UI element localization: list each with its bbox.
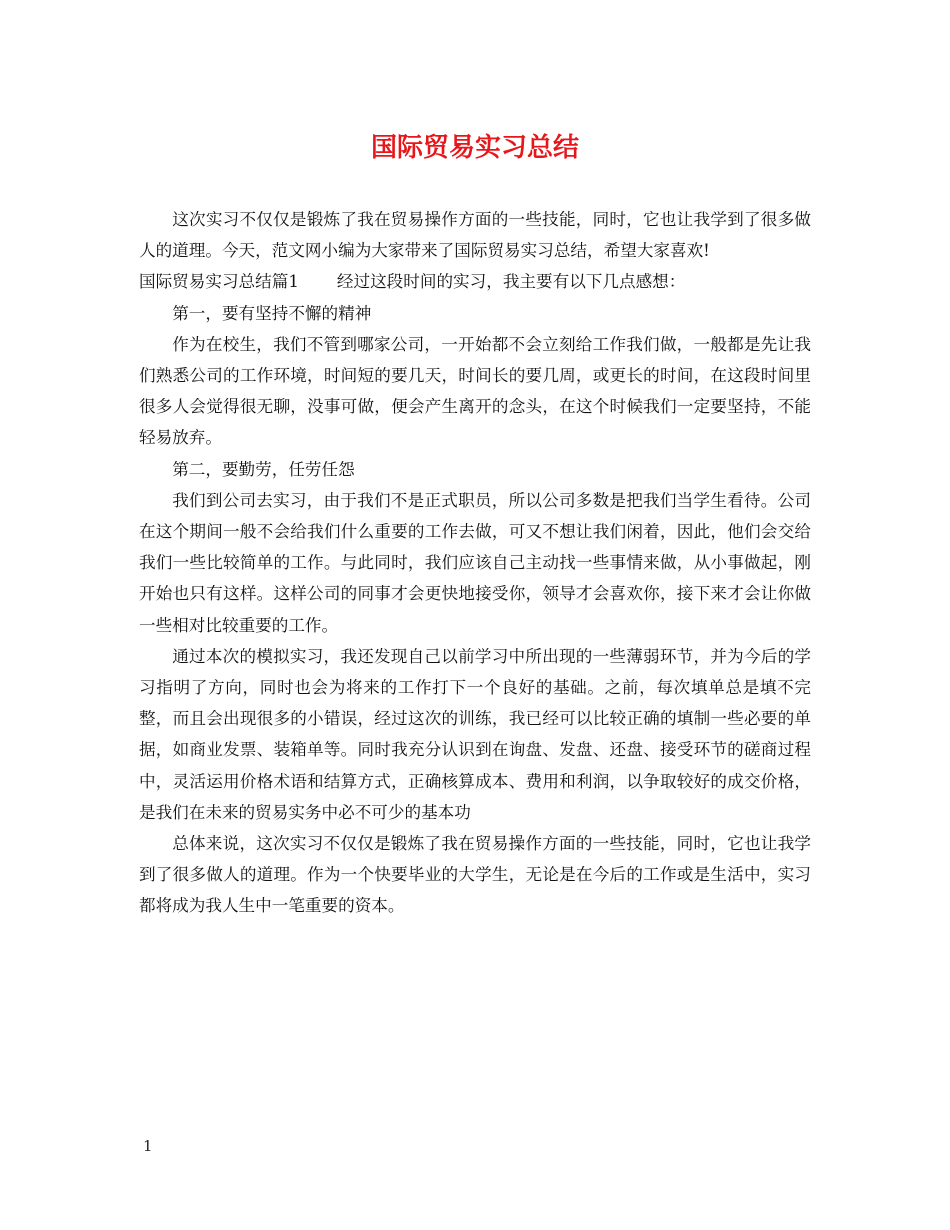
section-lead: 经过这段时间的实习，我主要有以下几点感想： <box>336 272 686 292</box>
point1-heading: 第一，要有坚持不懈的精神 <box>172 303 372 323</box>
section-heading-line <box>139 266 811 297</box>
section-heading: 国际贸易实习总结篇1 <box>139 272 299 292</box>
intro-paragraph: 这次实习不仅仅是锻炼了我在贸易操作方面的一些技能，同时，它也让我学到了很多做人的道理。今天，范文网小编为大家带来了国际贸易实习总结，希望大家喜欢! <box>139 210 811 261</box>
point2-heading: 第二，要勤劳，任劳任怨 <box>172 459 355 479</box>
conclusion-paragraph: 总体来说，这次实习不仅仅是锻炼了我在贸易操作方面的一些技能，同时，它也让我学到了很多做人的道理。作为一个快要毕业的大学生，无论是在今后的工作或是生活中，实习都将成为我人生中一笔重要的资本。 <box>139 834 811 916</box>
point2-body: 我们到公司去实习，由于我们不是正式职员，所以公司多数是把我们当学生看待。公司在这个期间一般不会给我们什么重要的工作去做，可又不想让我们闲着，因此，他们会交给我们一些比较简单的工作。与此同时，我们应该自己主动找一些事情来做，从小事做起，刚开始也只有这样。这样公司的同事才会更快地接受你，领导才会喜欢你，接下来才会让你做一些相对比较重要的工作。 <box>139 490 811 635</box>
document-body <box>139 204 811 922</box>
simulation-paragraph: 通过本次的模拟实习，我还发现自己以前学习中所出现的一些薄弱环节，并为今后的学习指明了方向，同时也会为将来的工作打下一个良好的基础。之前，每次填单总是填不完整，而且会出现很多的小错误，经过这次的训练，我已经可以比较正确的填制一些必要的单据，如商业发票、装箱单等。同时我充分认识到在询盘、发盘、还盘、接受环节的磋商过程中，灵活运用价格术语和结算方式，正确核算成本、费用和利润，以争取较好的成交价格，是我们在未来的贸易实务中必不可少的基本功 <box>139 646 811 822</box>
page-number: 1 <box>143 1137 153 1155</box>
page-title: 国际贸易实习总结 <box>370 133 579 163</box>
point1-body: 作为在校生，我们不管到哪家公司，一开始都不会立刻给工作我们做，一般都是先让我们熟悉公司的工作环境，时间短的要几天，时间长的要几周，或更长的时间，在这段时间里很多人会觉得很无聊，没事可做，便会产生离开的念头，在这个时候我们一定要坚持，不能轻易放弃。 <box>139 334 811 448</box>
